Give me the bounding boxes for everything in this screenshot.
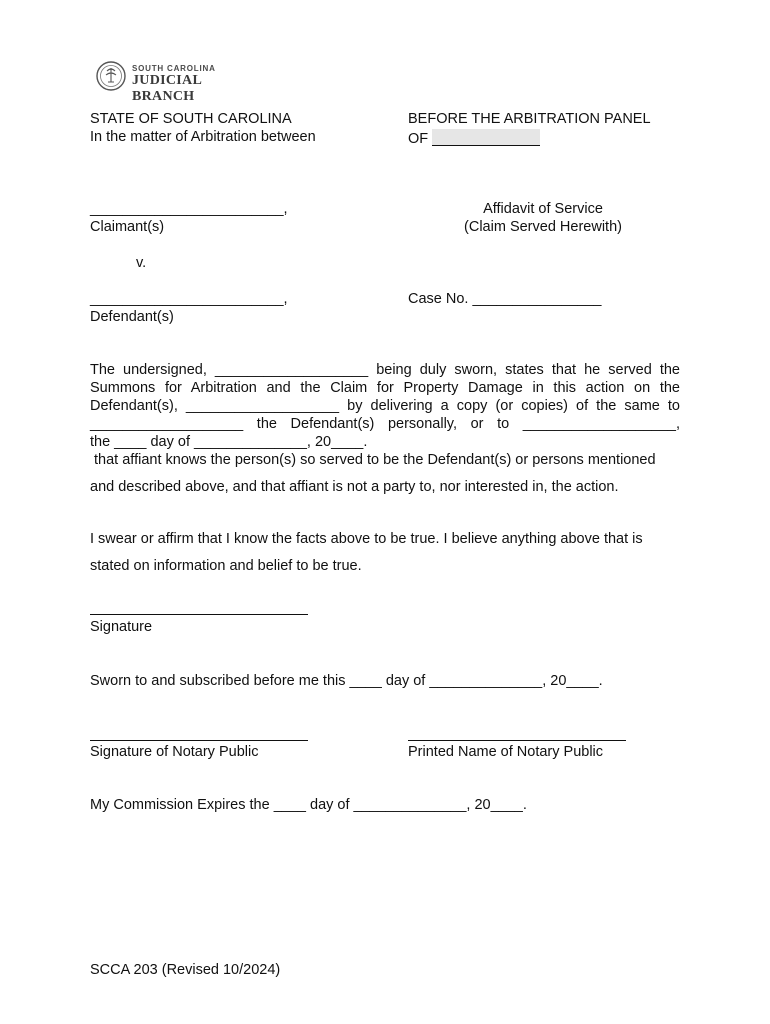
body-line-7: and described above, and that affiant is not a party to, nor interested in, the action. xyxy=(90,479,619,495)
signature-line[interactable] xyxy=(90,614,308,615)
logo-top-text: SOUTH CAROLINA xyxy=(132,64,216,73)
defendant-line[interactable]: ________________________, xyxy=(90,291,288,307)
case-number-field[interactable]: Case No. ________________ xyxy=(408,291,602,307)
claimant-line[interactable]: ________________________, xyxy=(90,201,288,217)
defendant-label: Defendant(s) xyxy=(90,309,174,325)
notary-signature-label: Signature of Notary Public xyxy=(90,744,259,760)
form-identifier: SCCA 203 (Revised 10/2024) xyxy=(90,962,281,978)
sworn-statement: Sworn to and subscribed before me this ____ day of ______________, 20____. xyxy=(90,673,603,689)
document-subtitle: (Claim Served Herewith) xyxy=(464,219,622,235)
body-line-2: Summons for Arbitration and the Claim for Property Damage in this action on the xyxy=(90,380,680,396)
versus: v. xyxy=(136,255,147,271)
notary-signature-line[interactable] xyxy=(90,740,308,741)
signature-label: Signature xyxy=(90,619,153,635)
judicial-branch-logo xyxy=(96,61,256,104)
of-label: OF xyxy=(408,131,429,147)
caption-before: BEFORE THE ARBITRATION PANEL xyxy=(408,111,651,127)
body-line-5: the ____ day of ______________, 20____. xyxy=(90,434,368,450)
document-title: Affidavit of Service xyxy=(483,201,603,217)
claimant-label: Claimant(s) xyxy=(90,219,165,235)
caption-matter: In the matter of Arbitration between xyxy=(90,129,316,145)
commission-expires: My Commission Expires the ____ day of ______________, 20____. xyxy=(90,797,527,813)
panel-name-field[interactable] xyxy=(432,129,540,146)
body-line-3: Defendant(s), ___________________ by delivering a copy (or copies) of the same to xyxy=(90,398,680,414)
notary-name-label: Printed Name of Notary Public xyxy=(408,744,604,760)
swear-line-2: stated on information and belief to be true. xyxy=(90,558,362,574)
swear-line-1: I swear or affirm that I know the facts above to be true. I believe anything above that is xyxy=(90,531,643,547)
caption-of xyxy=(408,129,540,147)
body-line-4: ___________________ the Defendant(s) personally, or to ___________________, xyxy=(90,416,680,432)
state-seal-icon xyxy=(96,61,126,91)
body-line-6: that affiant knows the person(s) so served to be the Defendant(s) or persons mentioned xyxy=(90,452,656,468)
body-line-1: The undersigned, ___________________ being duly sworn, states that he served the xyxy=(90,362,680,378)
logo-main-text: JUDICIAL BRANCH xyxy=(132,73,202,104)
notary-name-line[interactable] xyxy=(408,740,626,741)
caption-state: STATE OF SOUTH CAROLINA xyxy=(90,111,292,127)
